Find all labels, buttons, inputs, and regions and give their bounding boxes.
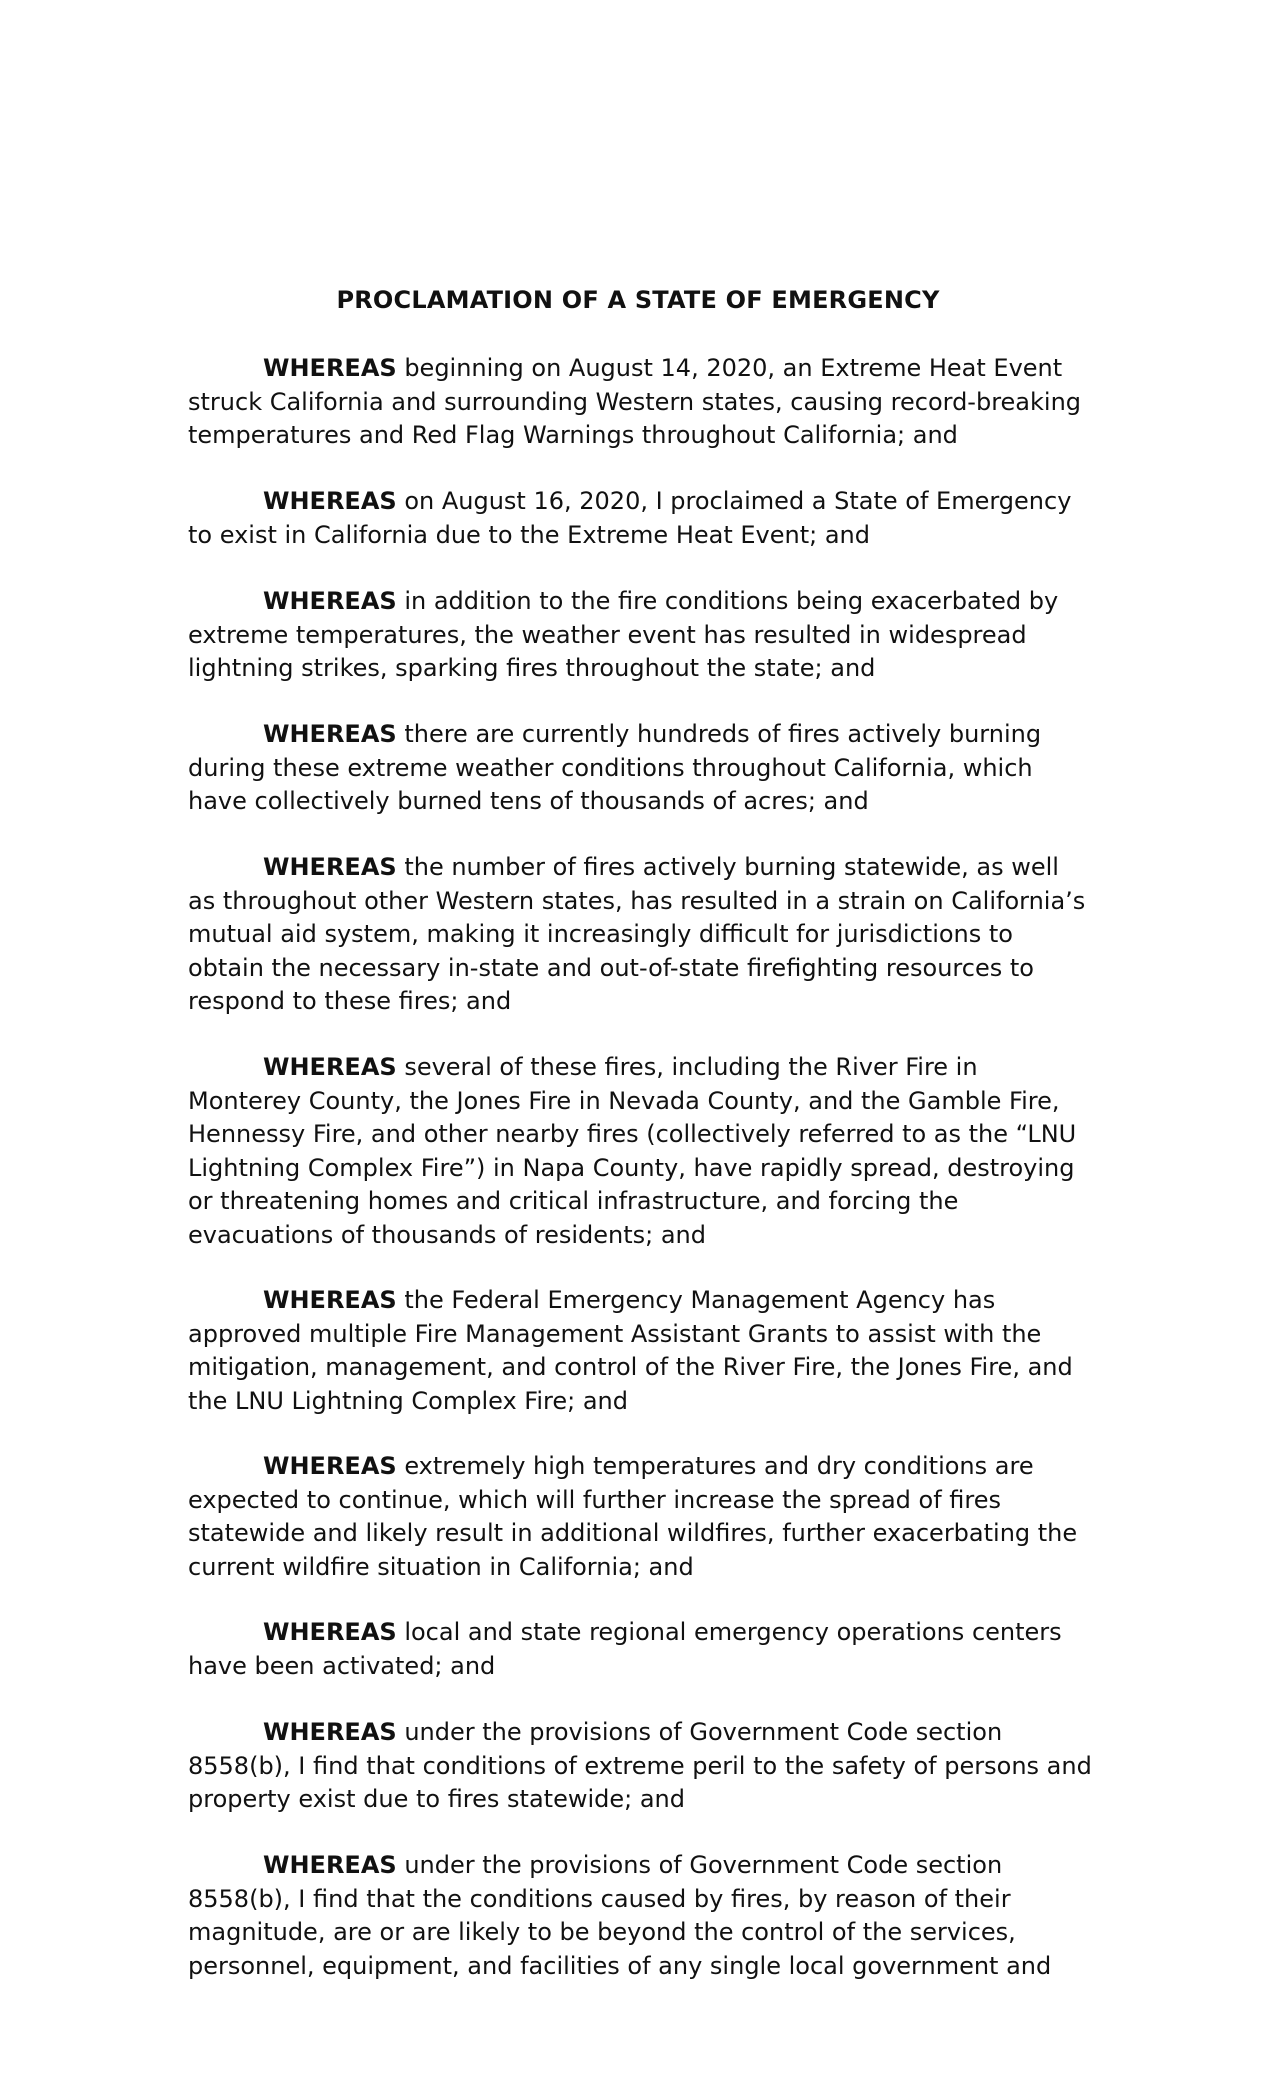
whereas-keyword: WHEREAS [263,587,397,615]
whereas-paragraph [188,585,1093,686]
whereas-keyword: WHEREAS [263,853,397,881]
whereas-keyword: WHEREAS [263,1851,397,1879]
whereas-paragraph [188,1450,1093,1584]
whereas-keyword: WHEREAS [263,1718,397,1746]
whereas-paragraph [188,851,1093,1019]
whereas-keyword: WHEREAS [263,354,397,382]
document-title: PROCLAMATION OF A STATE OF EMERGENCY [336,286,940,314]
paragraph-text: on August 16, 2020, I proclaimed a State of Emergency to exist in California due to the Extreme Heat Event; and [188,487,1072,549]
paragraph-text: the Federal Emergency Management Agency has approved multiple Fire Management Assistant Grants to assist with the mitigation, management, and control of the River Fire, the Jones Fire, and the LNU Lightning Complex Fire; and [188,1286,1073,1415]
whereas-paragraph [188,352,1093,453]
whereas-keyword: WHEREAS [263,1286,397,1314]
whereas-paragraph [188,1849,1093,1983]
whereas-keyword: WHEREAS [263,487,397,515]
paragraph-text: extremely high temperatures and dry conditions are expected to continue, which will further increase the spread of fires statewide and likely result in additional wildfires, further exacerbating the current wildfire situation in California; and [188,1452,1078,1581]
paragraph-text: there are currently hundreds of fires actively burning during these extreme weather conditions throughout California, which have collectively burned tens of thousands of acres; and [188,720,1042,815]
whereas-paragraph [188,485,1093,552]
paragraph-text: under the provisions of Government Code section 8558(b), I find that the conditions caused by fires, by reason of their magnitude, are or are likely to be beyond the control of the services, personnel, equipment, and facilities of any single local government and [188,1851,1052,1980]
paragraph-text: beginning on August 14, 2020, an Extreme Heat Event struck California and surrounding Western states, causing record-breaking temperatures and Red Flag Warnings throughout California; and [188,354,1082,449]
paragraph-text: in addition to the fire conditions being exacerbated by extreme temperatures, the weather event has resulted in widespread lightning strikes, sparking fires throughout the state; and [188,587,1059,682]
whereas-keyword: WHEREAS [263,1053,397,1081]
whereas-paragraph [188,1616,1093,1683]
paragraph-text: the number of fires actively burning statewide, as well as throughout other Western states, has resulted in a strain on California’s mutual aid system, making it increasingly difficult for jurisdictions to obtain the necessary in-state and out-of-state firefighting resources to respond to these fires; and [188,853,1086,1015]
whereas-paragraph [188,1284,1093,1418]
whereas-paragraph [188,718,1093,819]
whereas-keyword: WHEREAS [263,1618,397,1646]
paragraph-text: several of these fires, including the River Fire in Monterey County, the Jones Fire in Nevada County, and the Gamble Fire, Hennessy Fire, and other nearby fires (collectively referred to as the “LNU Lightning Complex Fire”) in Napa County, have rapidly spread, destroying or threatening homes and critical infrastructure, and forcing the evacuations of thousands of residents; and [188,1053,1077,1249]
whereas-paragraph [188,1051,1093,1252]
whereas-keyword: WHEREAS [263,720,397,748]
whereas-paragraph [188,1716,1093,1817]
paragraph-text: local and state regional emergency operations centers have been activated; and [188,1618,1062,1680]
whereas-keyword: WHEREAS [263,1452,397,1480]
paragraph-text: under the provisions of Government Code section 8558(b), I find that conditions of extreme peril to the safety of persons and property exist due to fires statewide; and [188,1718,1092,1813]
